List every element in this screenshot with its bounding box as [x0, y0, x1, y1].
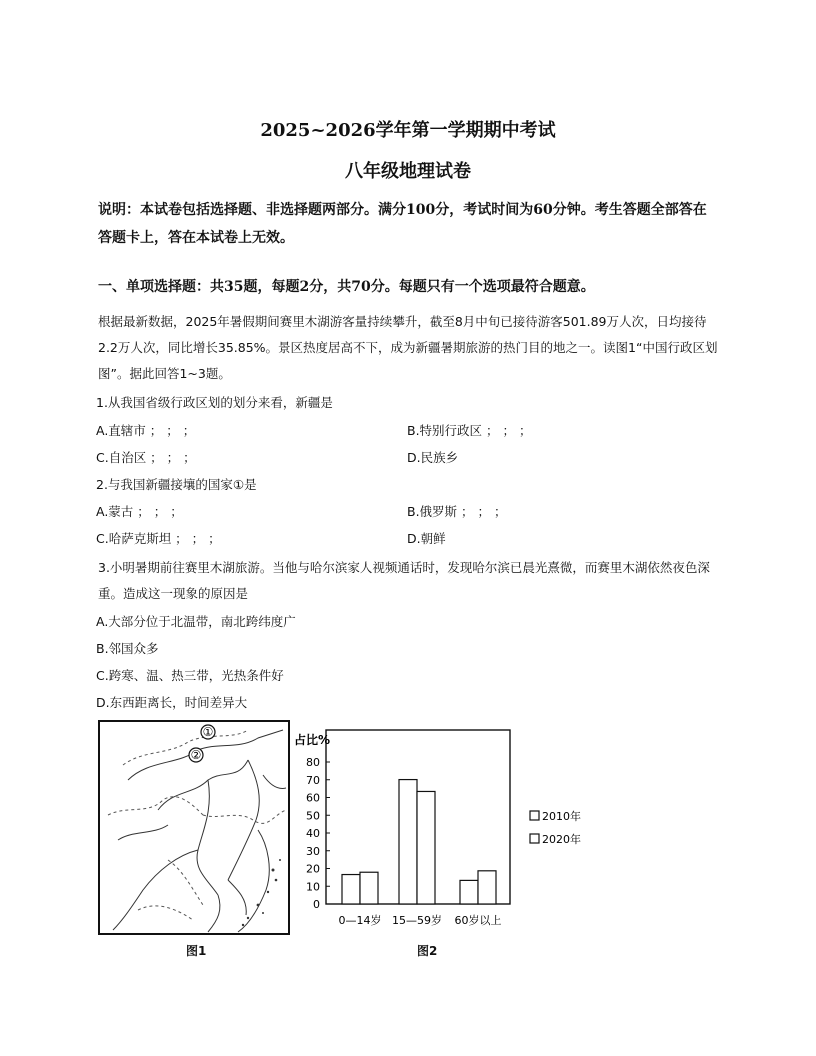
- bar: [360, 872, 378, 904]
- bar: [342, 875, 360, 904]
- question-2-stem: 2.与我国新疆接壤的国家①是: [96, 477, 257, 492]
- y-tick-label: 30: [306, 844, 320, 858]
- question-1-option-a: A.直辖市 ； ； ；: [96, 423, 196, 438]
- y-tick-label: 60: [306, 791, 320, 805]
- instructions: 说明：本试卷包括选择题、非选择题两部分。满分100分，考试时间为60分钟。考生答题全部答在答题卡上，答在本试卷上无效。: [98, 202, 707, 246]
- y-axis-label: 占比%: [294, 733, 331, 747]
- passage: 根据最新数据，2025年暑假期间赛里木湖游客量持续攀升，截至8月中旬已接待游客501.89万人次，日均接待2.2万人次，同比增长35.85%。景区热度居高不下，成为新疆暑期旅游的热门目的地之一。读图1“中国行政区划图”。据此回答1~3题。: [98, 314, 718, 381]
- question-2-option-b: B.俄罗斯 ； ； ；: [407, 504, 507, 519]
- y-tick-label: 20: [306, 862, 320, 876]
- x-tick-label: 0—14岁: [338, 914, 382, 927]
- bar: [417, 791, 435, 904]
- exam-subtitle: 八年级地理试卷: [345, 161, 471, 182]
- y-tick-label: 80: [306, 756, 320, 769]
- china-map-figure: [98, 720, 290, 935]
- question-2-option-d: D.朝鲜: [407, 531, 446, 546]
- question-1-option-b: B.特别行政区 ； ； ；: [407, 423, 532, 438]
- x-tick-label: 15—59岁: [392, 914, 442, 927]
- question-1-option-d: D.民族乡: [407, 450, 459, 465]
- figure-1-caption: 图1: [186, 944, 207, 958]
- question-3-stem: 3.小明暑期前往赛里木湖旅游。当他与哈尔滨家人视频通话时，发现哈尔滨已晨光熹微，而赛里木湖依然夜色深重。造成这一现象的原因是: [98, 560, 710, 601]
- section-heading: 一、单项选择题：共35题，每题2分，共70分。每题只有一个选项最符合题意。: [98, 279, 595, 295]
- legend-swatch: [530, 811, 539, 820]
- question-3-option-d: D.东西距离长，时间差异大: [96, 695, 248, 710]
- marker-2: ②: [190, 748, 202, 762]
- question-3-option-a: A.大部分位于北温带，南北跨纬度广: [96, 614, 296, 629]
- y-tick-label: 50: [306, 809, 320, 823]
- y-tick-label: 40: [306, 827, 320, 840]
- question-2-option-a: A.蒙古 ； ； ；: [96, 504, 183, 519]
- marker-1: ①: [202, 725, 214, 739]
- x-tick-label: 60岁以上: [454, 914, 502, 927]
- y-tick-label: 0: [313, 898, 320, 911]
- legend-label: 2010年: [542, 810, 581, 823]
- question-3-option-c: C.跨寒、温、热三带，光热条件好: [96, 668, 284, 683]
- y-tick-label: 10: [306, 880, 320, 894]
- exam-title: 2025~2026学年第一学期期中考试: [260, 120, 556, 141]
- bar: [460, 880, 478, 904]
- question-2-option-c: C.哈萨克斯坦 ； ； ；: [96, 531, 221, 546]
- bar: [478, 871, 496, 904]
- legend-label: 2020年: [542, 833, 581, 846]
- y-tick-label: 70: [306, 773, 320, 787]
- question-1-stem: 1.从我国省级行政区划的划分来看，新疆是: [96, 395, 333, 410]
- population-bar-chart: [292, 724, 612, 939]
- question-3-option-b: B.邻国众多: [96, 641, 159, 656]
- legend-swatch: [530, 834, 539, 843]
- question-1-option-c: C.自治区 ； ； ；: [96, 450, 196, 465]
- bar: [399, 780, 417, 904]
- figure-2-caption: 图2: [417, 944, 438, 958]
